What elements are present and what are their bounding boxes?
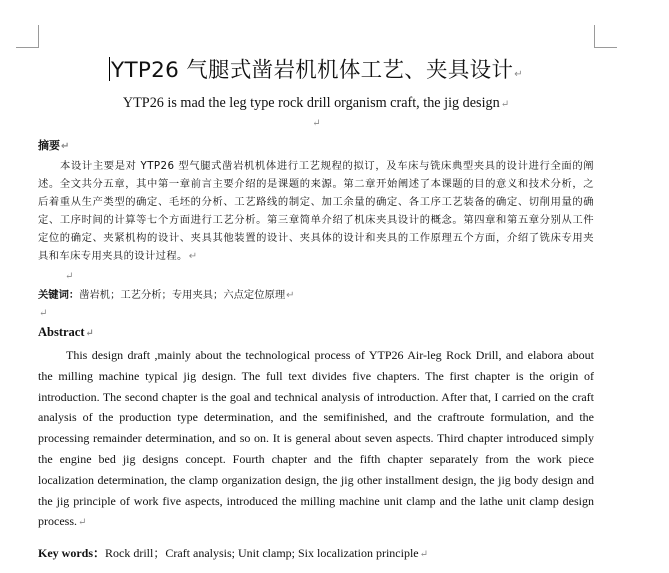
paragraph-mark-icon: ↵ [500, 99, 510, 110]
empty-paragraph[interactable] [38, 114, 594, 136]
keywords-cn-label: 关键词： [38, 289, 80, 301]
paragraph-mark-icon: ↵ [65, 271, 74, 282]
keywords-en-label: Key words [38, 546, 93, 561]
title-english[interactable] [38, 94, 594, 114]
title-chinese[interactable] [38, 56, 594, 90]
keywords-en[interactable] [38, 544, 594, 564]
text-cursor [109, 57, 110, 81]
crop-mark-top-left [16, 25, 39, 48]
paragraph-mark-icon: ↵ [188, 251, 198, 262]
abstract-en-heading[interactable]: Abstract↵ [38, 325, 94, 339]
paragraph-mark-icon: ↵ [419, 549, 429, 561]
abstract-cn-heading[interactable]: 摘要↵ [38, 139, 70, 152]
empty-paragraph[interactable] [38, 266, 594, 284]
keywords-en-separator: ： [93, 546, 106, 561]
document-page[interactable] [38, 56, 594, 564]
paragraph-mark-icon: ↵ [514, 69, 523, 80]
abstract-en-body[interactable]: This design draft ,mainly about the technological process of YTP26 Air-leg Rock Drill, and elabora about the milling machine typical jig design. The full text divides five chapters. The first chapter is the origin of introduction. The second chapter is the goal and technical analysis of introduction. After that, I carried on the craft analysis of the production type determination, and the semifinished, and the craftroute formulation, and the processing remainder determination, and so on. It is general about seven aspects. Third chapter introduced simply the engine bed jig designs concept. Fourth chapter and the fifth chapter separately from the work piece localization determination, the clamp organization design, the jig other installment design, the jig body design and the jig principle of work five aspects, introduced the milling machine unit clamp and the lathe unit clamp design process.↵ [38, 348, 594, 529]
keywords-en-text: Rock drill；Craft analysis; Unit clamp; Six localization principle [105, 546, 419, 561]
paragraph-mark-icon: ↵ [61, 141, 70, 152]
paragraph-mark-icon: ↵ [312, 118, 321, 129]
empty-paragraph[interactable] [38, 305, 594, 323]
abstract-cn-body[interactable]: 本设计主要是对 YTP26 型气腿式凿岩机机体进行工艺规程的拟订，及车床与铣床典型夹具的设计进行全面的阐述。全文共分五章，其中第一章前言主要介绍的是课题的来源。第二章开始阐述了本课题的目的意义和技术分析，之后着重从生产类型的确定、毛坯的分析、工艺路线的制定、加工余量的确定、各工序工艺装备的确定、切削用量的确定、工序时间的计算等七个方面进行工艺分析。第三章简单介绍了机床夹具设计的概念。第四章和第五章分别从工件定位的确定、夹紧机构的设计、夹具其他装置的设计、夹具体的设计和夹具的工作原理五个方面，介绍了铣床专用夹具和车床专用夹具的设计过程。↵ [38, 160, 594, 262]
keywords-cn[interactable] [38, 286, 594, 305]
keywords-cn-text: 凿岩机；工艺分析；专用夹具；六点定位原理 [79, 289, 286, 301]
paragraph-mark-icon: ↵ [78, 517, 87, 529]
paragraph-mark-icon: ↵ [39, 308, 48, 319]
crop-mark-top-right [594, 25, 617, 48]
title-english-text: YTP26 is mad the leg type rock drill organism craft, the jig design [122, 95, 500, 111]
paragraph-mark-icon: ↵ [85, 328, 94, 339]
title-chinese-text: YTP26 气腿式凿岩机机体工艺、夹具设计 [111, 58, 514, 83]
paragraph-mark-icon: ↵ [286, 290, 295, 301]
